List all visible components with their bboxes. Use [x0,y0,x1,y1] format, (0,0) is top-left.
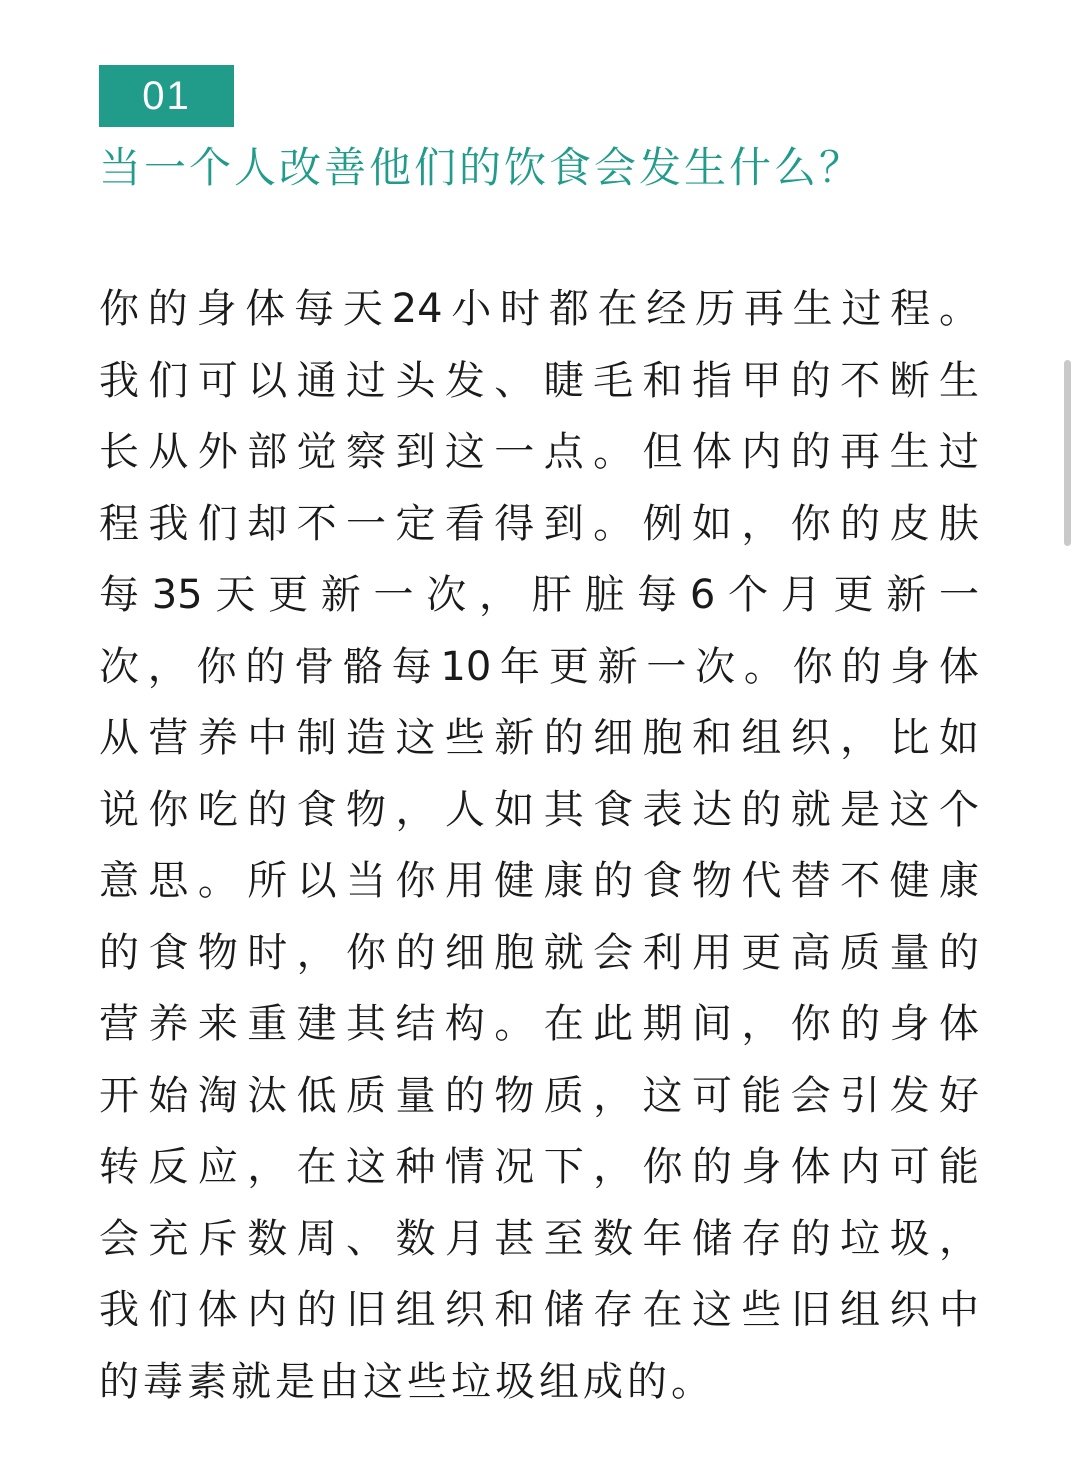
body-line: 说你吃的食物，人如其食表达的就是这个 [99,786,979,833]
body-line: 你的身体每天24小时都在经历再生过程。 [99,286,979,332]
section-title: 当一个人改善他们的饮食会发生什么？ [99,143,865,192]
body-line: 意思。所以当你用健康的食物代替不健康 [99,858,979,904]
article-body [99,274,979,1418]
body-line: 的食物时，你的细胞就会利用更高质量的 [99,929,979,976]
body-line: 程我们却不一定看得到。例如，你的皮肤 [99,500,979,547]
section-number-badge: 01 [99,65,234,127]
body-line: 营养来重建其结构。在此期间，你的身体 [99,1001,979,1047]
body-line: 每35天更新一次，肝脏每6个月更新一 [99,572,979,618]
body-line: 次，你的骨骼每10年更新一次。你的身体 [99,643,979,690]
body-line: 开始淘汰低质量的物质，这可能会引发好 [99,1072,979,1119]
body-line: 长从外部觉察到这一点。但体内的再生过 [99,429,979,475]
body-line: 我们可以通过头发、睫毛和指甲的不断生 [99,357,979,404]
body-line: 从营养中制造这些新的细胞和组织，比如 [99,715,979,761]
body-line: 会充斥数周、数月甚至数年储存的垃圾， [99,1215,979,1262]
body-line: 的毒素就是由这些垃圾组成的。 [99,1358,715,1405]
body-line: 我们体内的旧组织和储存在这些旧组织中 [99,1287,979,1333]
scrollbar-thumb[interactable] [1064,360,1071,546]
body-line: 转反应，在这种情况下，你的身体内可能 [99,1144,979,1190]
